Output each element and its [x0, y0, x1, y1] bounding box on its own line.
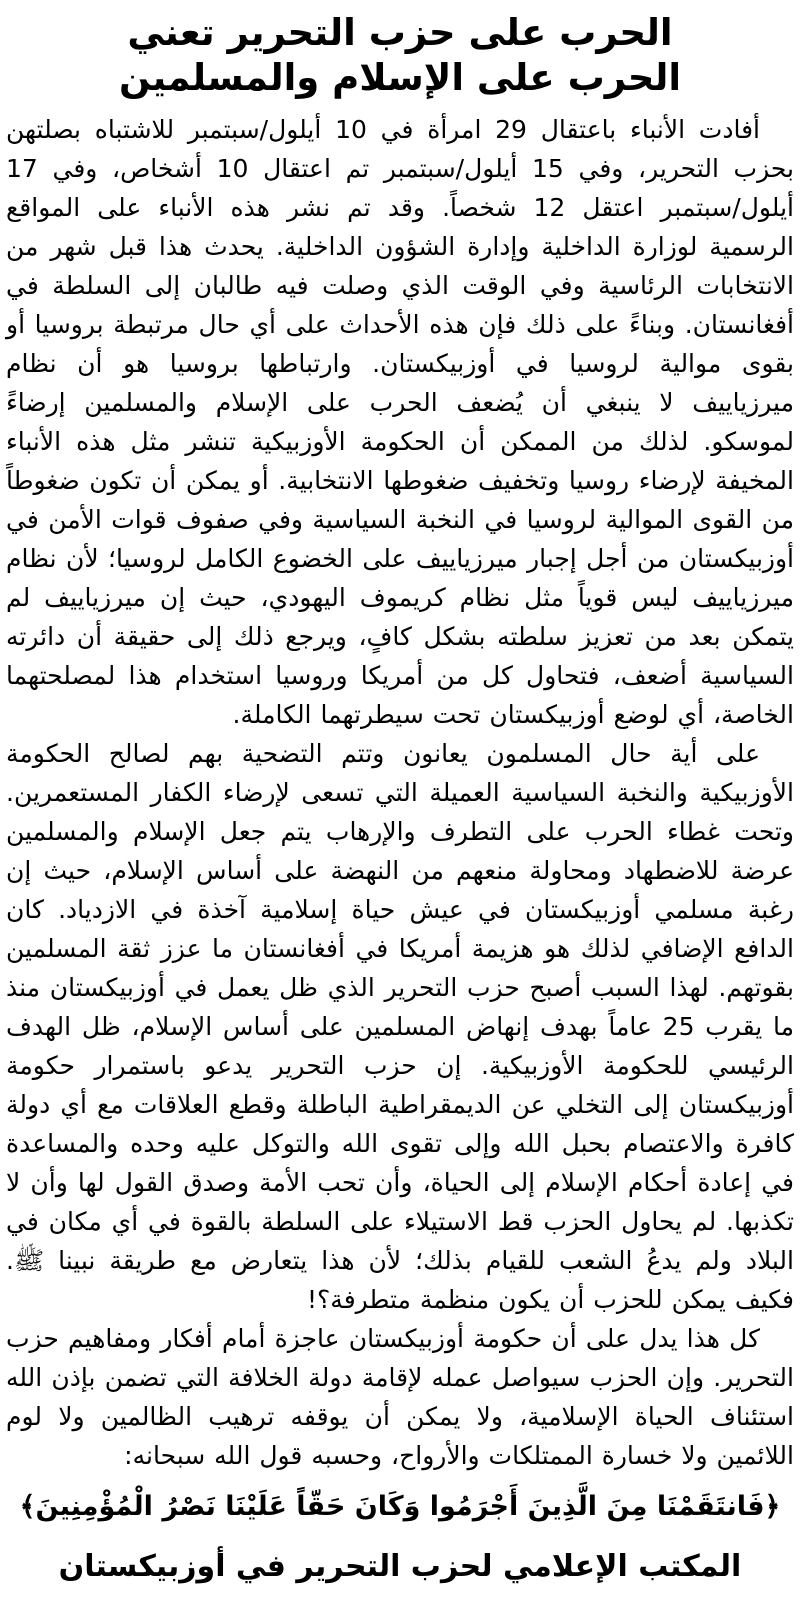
footer-signature: المكتب الإعلامي لحزب التحرير في أوزبيكستان	[58, 1549, 742, 1584]
quran-verse: ﴿فَانتَقَمْنَا مِنَ الَّذِينَ أَجْرَمُوا وَكَانَ حَقّاً عَلَيْنَا نَصْرُ الْمُؤْمِنِينَ﴾	[19, 1491, 781, 1523]
paragraph-1: أفادت الأنباء باعتقال 29 امرأة في 10 أيلول/سبتمبر للاشتباه بصلتهن بحزب التحرير، وفي 15 أيلول/سبتمبر تم اعتقال 10 أشخاص، وفي 17 أيلول/سبتمبر اعتقل 12 شخصاً. وقد تم نشر هذه الأنباء على المواقع الرسمية لوزارة الداخلية وإدارة الشؤون الداخلية. يحدث هذا قبل شهر من الانتخابات الرئاسية وفي الوقت الذي وصلت فيه طالبان إلى السلطة في أفغانستان. وبناءً على ذلك فإن هذه الأحداث على أي حال مرتبطة بروسيا أو بقوى موالية لروسيا في أوزبيكستان. وارتباطها بروسيا هو أن نظام ميرزياييف لا ينبغي أن يُضعف الحرب على الإسلام والمسلمين إرضاءً لموسكو. لذلك من الممكن أن الحكومة الأوزبيكية تنشر مثل هذه الأنباء المخيفة لإرضاء روسيا وتخفيف ضغوطها الانتخابية. أو يمكن أن تكون ضغوطاً من القوى الموالية لروسيا في النخبة السياسية وفي صفوف قوات الأمن في أوزبيكستان من أجل إجبار ميرزياييف على الخضوع الكامل لروسيا؛ لأن نظام ميرزياييف ليس قوياً مثل نظام كريموف اليهودي، حيث إن ميرزياييف لم يتمكن بعد من تعزيز سلطته بشكل كافٍ، ويرجع ذلك إلى حقيقة أن دائرته السياسية أضعف، فتحاول كل من أمريكا وروسيا استخدام هذا لمصلحتهما الخاصة، أي لوضع أوزبيكستان تحت سيطرتهما الكاملة.	[6, 115, 794, 730]
document-title	[6, 10, 794, 100]
paragraph-2: على أية حال المسلمون يعانون وتتم التضحية بهم لصالح الحكومة الأوزبيكية والنخبة السياسية العميلة التي تسعى لإرضاء الكفار المستعمرين. وتحت غطاء الحرب على التطرف والإرهاب يتم جعل الإسلام والمسلمين عرضة للاضطهاد ومحاولة منعهم من النهضة على أساس الإسلام، حيث إن رغبة مسلمي أوزبيكستان في عيش حياة إسلامية آخذة في الازدياد. كان الدافع الإضافي لذلك هو هزيمة أمريكا في أفغانستان ما عزز ثقة المسلمين بقوتهم. لهذا السبب أصبح حزب التحرير الذي ظل يعمل في أوزبيكستان منذ ما يقرب 25 عاماً بهدف إنهاض المسلمين على أساس الإسلام، ظل الهدف الرئيسي للحكومة الأوزبيكية. إن حزب التحرير يدعو باستمرار حكومة أوزبيكستان إلى التخلي عن الديمقراطية الباطلة وقطع العلاقات مع أي دولة كافرة والاعتصام بحبل الله وإلى تقوى الله والتوكل عليه وحده والمساعدة في إعادة أحكام الإسلام إلى الحياة، وأن تحب الأمة وصدق القول لها وأن لا تكذبها. لم يحاول الحزب قط الاستيلاء على السلطة بالقوة في أي مكان في البلاد ولم يدعُ الشعب للقيام بذلك؛ لأن هذا يتعارض مع طريقة نبينا ﷺ. فكيف يمكن للحزب أن يكون منظمة متطرفة؟!	[6, 739, 794, 1315]
paragraph-3: كل هذا يدل على أن حكومة أوزبيكستان عاجزة أمام أفكار ومفاهيم حزب التحرير. وإن الحزب سيواصل عمله لإقامة دولة الخلافة التي تضمن بإذن الله استئناف الحياة الإسلامية، ولا يمكن أن يوقفه ترهيب الظالمين ولا لوم اللائمين ولا خسارة الممتلكات والأرواح، وحسبه قول الله سبحانه:	[6, 1324, 794, 1471]
title-line-1: الحرب على حزب التحرير تعني	[127, 11, 673, 54]
title-line-2: الحرب على الإسلام والمسلمين	[118, 56, 682, 100]
